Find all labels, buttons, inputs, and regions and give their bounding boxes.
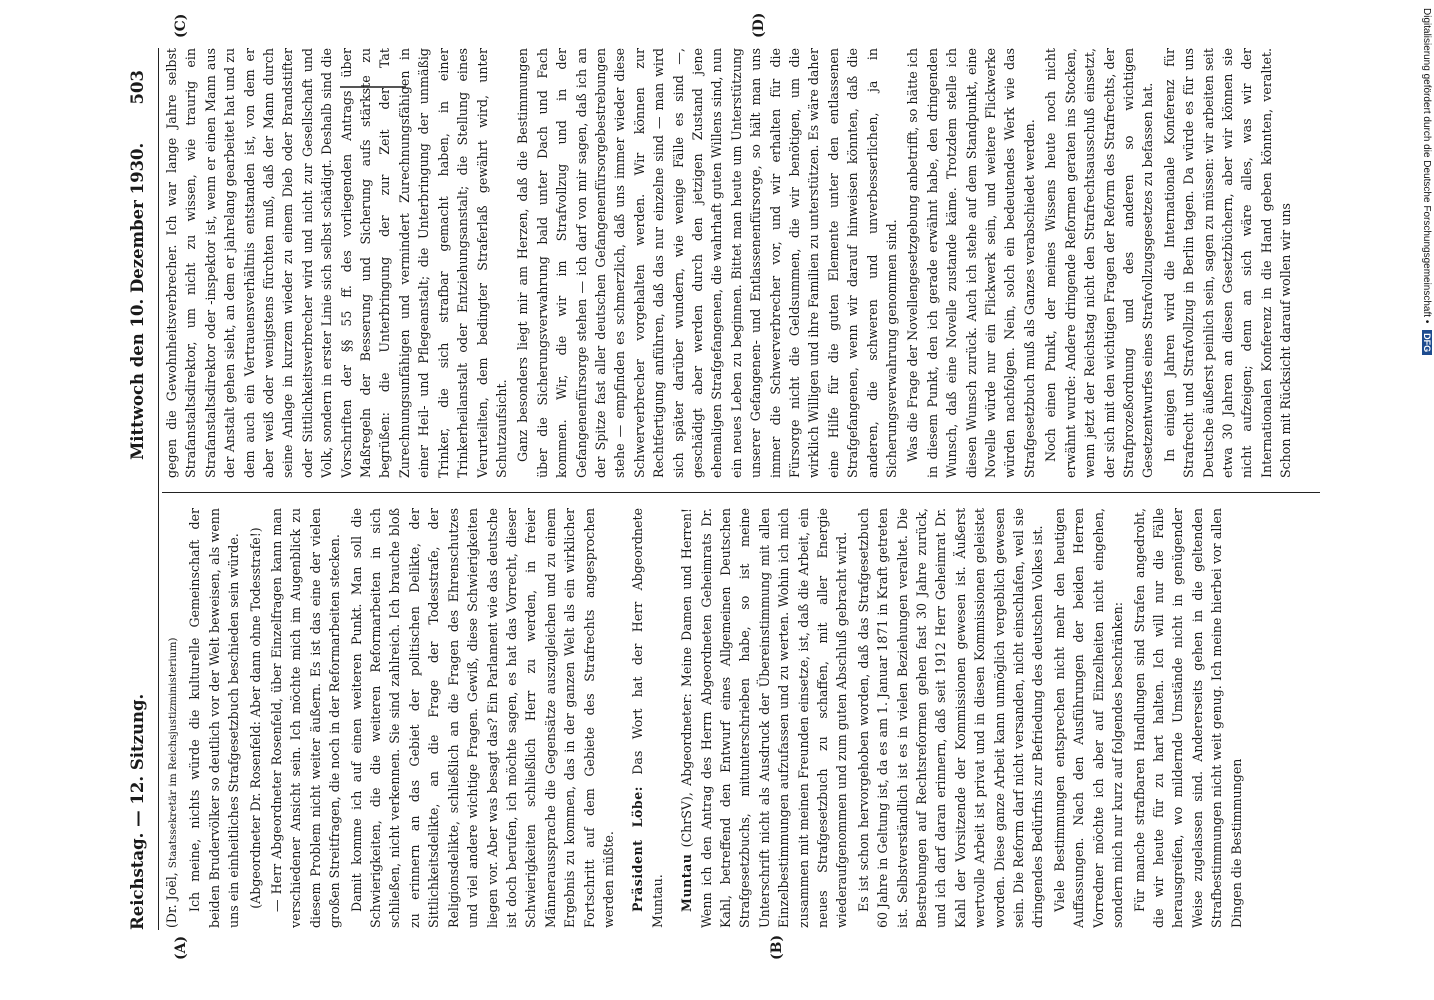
speech-opening: Muntau (ChrSV), Abgeordneter: Meine Damen und Herren! Wenn ich den Antrag des Herrn Abgeordneten Geheimrats Dr. Kahl, betreffend den Entwurf eines Allgemeinen Deutschen Strafgesetzbuchs, mitunterschrieben habe, so ist meine Unterschrift nicht als Ausdruck der Übereinstimmung mit allen Einzelbestimmungen aufzufassen und zu werten. Wohin ich mich zusammen mit meinen Freunden einsetze, ist, daß die Arbeit, ein neues Strafgesetzbuch zu schaffen, mit aller Energie wiederaufgenommen und zum guten Abschluß gebracht wird.	[679, 508, 850, 928]
margin-marker-a: (A)	[173, 935, 189, 960]
paragraph: Ich meine, nichts würde die kulturelle Gemeinschaft der beiden Brudervölker so deutlich vor der Welt beweisen, als wenn uns ein einheitliches Strafgesetzbuch beschieden sein würde.	[187, 508, 242, 928]
margin-marker-d: (D)	[751, 12, 767, 38]
speaker-attribution: (Dr. Joël, Staatssekretär im Reichsjustizministerium)	[164, 637, 179, 928]
paragraph: Damit komme ich auf einen weiteren Punkt. Man soll die Schwierigkeiten, die die weiteren Reformarbeiten in sich schließen, nicht verkennen. Sie sind zahlreich. Ich brauche bloß zu erinnern an das Gebiet der politischen Delikte, der Sittlichkeitsdelikte, an die Frage der Todesstrafe, der Religionsdelikte, schließlich an die Fragen des Ehrenschutzes und viel andere wichtige Fragen. Gewiß, diese Schwierigkeiten liegen vor. Aber was besagt das? Ein Parlament wie das deutsche ist doch berufen, ich möchte sagen, es hat das Vorrecht, dieser Schwierigkeiten schließlich Herr zu werden, in freier Männeraussprache die Gegensätze auszugleichen und zu einem Ergebnis zu kommen, das in der ganzen Welt als ein wirklicher Fortschritt auf dem Gebiete des Strafrechts angesprochen werden müßte.	[348, 508, 616, 928]
digitization-credit	[1418, 8, 1432, 988]
paragraph: Ganz besonders liegt mir am Herzen, daß die Bestimmungen über die Sicherungsverwahrung bald unter Dach und Fach kommen. Wir, die wir im Strafvollzug und in der Gefangenenfürsorge stehen — ich darf von mir sagen, daß ich an der Spitze fast aller deutschen Gefangenenfürsorgebestrebungen stehe — empfinden es schmerzlich, daß uns immer wieder diese Schwerverbrecher vorgehalten werden. Wir können zur Rechtfertigung anführen, daß das nur einzelne sind — man wird sich später darüber wundern, wie wenige Fälle es sind —, geschädigt aber werden durch den jetzigen Zustand jene ehemaligen Strafgefangenen, die wahrhaft guten Willens sind, nun ein neues Leben zu beginnen. Bittet man heute um Unterstützung unserer Gefangenen- und Entlassenenfürsorge, so hält man uns immer die Schwerverbrecher vor, und wir erhalten für die Fürsorge nicht die Geldsummen, die wir benötigen, um die wirklich Willigen und ihre Familien zu unterstützen. Es wäre daher eine Hilfe für die guten Elemente unter den entlassenen Strafgefangenen, wenn wir darauf hinweisen könnten, daß die anderen, die schweren und unverbesserlichen, ja in Sicherungsverwahrung genommen sind.	[515, 48, 900, 478]
header-date: Mittwoch den 10. Dezember 1930.	[128, 142, 147, 460]
left-column	[162, 508, 1320, 928]
paragraph: Viele Bestimmungen entsprechen nicht mehr den heutigen Auffassungen. Nach den Ausführungen der beiden Herren Vorredner möchte ich aber auf Einzelheiten nicht eingehen, sondern mich nur kurz auf folgendes beschränken:	[1051, 508, 1126, 928]
interjection: (Abgeordneter Dr. Rosenfeld: Aber dann ohne Todesstrafe!)	[247, 527, 263, 909]
paragraph: In einigen Jahren wird die Internationale Konferenz für Strafrecht und Strafvollzug in Berlin tagen. Da würde es für uns Deutsche äußerst peinlich sein, sagen zu müssen: wir arbeiten seit etwa 30 Jahren an diesen Gesetzbüchern, aber wir können sie nicht aufzeigen; denn an sich wäre alles, was wir der Internationalen Konferenz in die Hand geben könnten, veraltet. Schon mit Rücksicht darauf wollen wir uns	[1161, 48, 1294, 478]
speaker-name: Präsident Löbe:	[630, 786, 646, 912]
right-column	[162, 48, 1320, 478]
document-page	[40, 0, 1360, 1000]
margin-marker-c: (C)	[173, 13, 189, 38]
president-statement: Präsident Löbe: Das Wort hat der Herr Abgeordnete Muntau.	[630, 508, 665, 928]
page-number: 503	[128, 70, 147, 105]
paragraph: gegen die Gewohnheitsverbrecher. Ich war lange Jahre selbst Strafanstaltsdirektor, um nicht zu wissen, wie traurig ein Strafanstaltsdirektor oder -inspektor ist, wenn er einen Mann aus der Anstalt gehen sieht, an dem er jahrelang gearbeitet hat und zu dem auch ein Vertrauensverhältnis entstanden ist, von dem er aber weiß oder wenigstens fürchten muß, daß der Mann durch seine Anlage in kurzem wieder zu einem Dieb oder Brandstifter oder Sittlichkeitsverbrecher wird und nicht zur Gesellschaft und Volk, sondern in erster Linie sich selbst schädigt. Deshalb sind die Vorschriften der §§ 55 ff. des vorliegenden Antrags über Maßregeln der Besserung und Sicherung aufs stärkste zu begrüßen: die Unterbringung der zur Zeit der Tat Zurechnungsunfähigen und vermindert Zurechnungsfähigen in einer Heil- und Pflegeanstalt; die Unterbringung der unmäßig Trinker, die sich strafbar gemacht haben, in einer Trinkerheilanstalt oder Entziehungsanstalt; die Stellung eines Verurteilten, dem bedingter Straferlaß gewährt wird, unter Schutzaufsicht.	[164, 48, 509, 478]
paragraph: Es ist schon hervorgehoben worden, daß das Strafgesetzbuch 60 Jahre in Geltung ist, da es am 1. Januar 1871 in Kraft getreten ist. Selbstverständlich ist es in vielen Beziehungen veraltet. Die Bestrebungen auf Rechtsreformen gehen fast 30 Jahre zurück, und ich darf daran erinnern, daß seit 1912 Herr Geheimrat Dr. Kahl der Vorsitzende der Kommissionen gewesen ist. Äußerst wertvolle Arbeit ist privat und in diesen Kommissionen geleistet worden. Diese ganze Arbeit kann unmöglich vergeblich gewesen sein. Die Reform darf nicht versanden, nicht einschlafen, weil sie dringendes Bedürfnis zur Befriedung des deutschen Volkes ist.	[855, 508, 1046, 928]
credit-text: Digitalisierung gefördert durch die Deutsche Forschungsgemeinschaft •	[1421, 8, 1432, 324]
paragraph: Noch einen Punkt, der meines Wissens heute noch nicht erwähnt wurde: Andere dringende Reformen geraten ins Stocken, wenn jetzt der Reichstag nicht den Strafrechtsausschuß einsetzt, der sich mit den wichtigen Fragen der Reform des Strafrechts, der Strafprozeßordnung und des anderen so wichtigen Gesetzentwurfes eines Strafvollzugsgesetzes zu befassen hat.	[1043, 48, 1156, 478]
header-session-title: Reichstag. — 12. Sitzung.	[128, 693, 147, 930]
paragraph: Was die Frage der Novellengesetzgebung anbetrifft, so hätte ich in diesem Punkt, den ich gerade erwähnt habe, den dringenden Wunsch, daß eine Novelle zustande käme. Trotzdem stelle ich diesen Wunsch zurück. Auch ich stehe auf dem Standpunkt, eine Novelle würde nur ein Flickwerk sein, und weitere Flickwerke würden nachfolgen. Nein, solch ein bedeutendes Werk wie das Strafgesetzbuch muß als Ganzes verabschiedet werden.	[905, 48, 1037, 478]
margin-marker-b: (B)	[769, 934, 785, 960]
paragraph: Für manche strafbaren Handlungen sind Strafen angedroht, die wir heute für zu hart halten. Ich will nur die Fälle herausgreifen, wo mildernde Umstände nicht in genügender Weise zugelassen sind. Andererseits gehen in die geltenden Strafbestimmungen nicht weit genug. Ich meine hierbei vor allen Dingen die Bestimmungen	[1131, 508, 1244, 928]
page-header	[128, 70, 154, 930]
paragraph: — Herr Abgeordneter Rosenfeld, über Einzelfragen kann man verschiedener Ansicht sein. Ich möchte mich im Augenblick zu diesem Problem nicht weiter äußern. Es ist das eine der vielen großen Streitfragen, die noch in der Reformarbeiten stecken.	[269, 508, 343, 928]
dfg-logo: DFG	[1422, 330, 1432, 355]
speaker-name: Muntau	[679, 853, 695, 912]
column-divider	[162, 492, 1320, 493]
header-rule	[158, 48, 159, 930]
